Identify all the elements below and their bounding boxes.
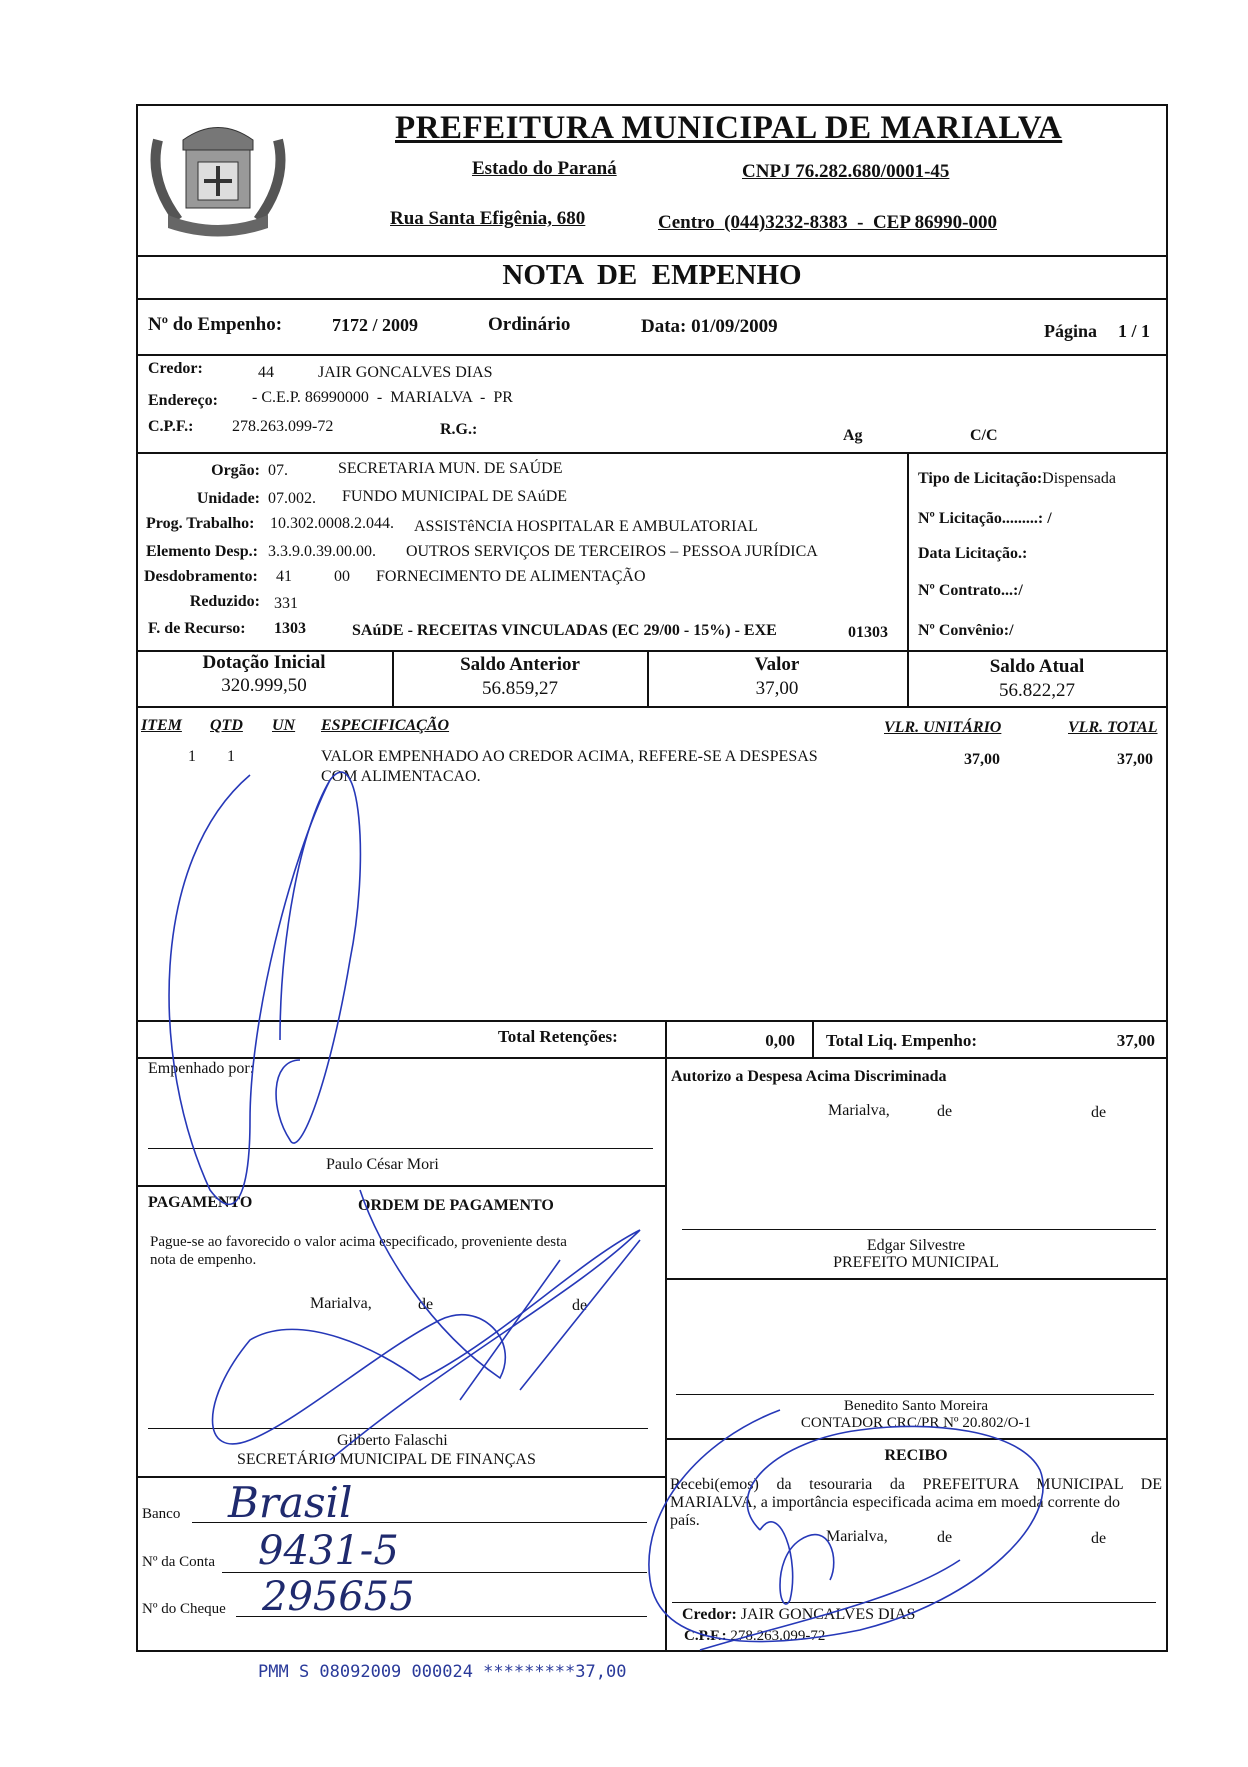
pagamento-text-line1: Pague-se ao favorecido o valor acima especificado, proveniente desta <box>150 1234 567 1250</box>
recibo-city: Marialva, <box>826 1528 888 1545</box>
banco-label: Banco <box>142 1506 181 1522</box>
recurso-num: 01303 <box>848 624 888 641</box>
credor-label: Credor: <box>148 360 203 377</box>
ag-label: Ag <box>843 427 863 444</box>
pagamento-de2: de <box>572 1297 588 1314</box>
licitacao-type-label: Tipo de Licitação: <box>918 470 1043 487</box>
cheque-label: Nº do Cheque <box>142 1601 226 1617</box>
empenho-type: Ordinário <box>488 314 571 335</box>
conta-label: Nº da Conta <box>142 1554 215 1570</box>
autorizo-label: Autorizo a Despesa Acima Discriminada <box>671 1068 947 1085</box>
recurso-code: 1303 <box>274 620 306 637</box>
elemento-label: Elemento Desp.: <box>146 543 258 560</box>
credor-address: - C.E.P. 86990000 - MARIALVA - PR <box>252 389 513 406</box>
cc-label: C/C <box>970 427 998 444</box>
street-address: Rua Santa Efigênia, 680 <box>390 208 586 229</box>
prog-label: Prog. Trabalho: <box>146 515 255 532</box>
valor-value: 37,00 <box>755 678 799 699</box>
cpf-label: C.P.F.: <box>148 418 194 435</box>
recibo-cpf-label: C.P.F.: <box>684 1628 727 1644</box>
pagamento-role: SECRETÁRIO MUNICIPAL DE FINANÇAS <box>237 1451 536 1468</box>
pagamento-city: Marialva, <box>310 1295 372 1312</box>
credor-name: JAIR GONCALVES DIAS <box>318 364 493 381</box>
item-qtd: 1 <box>227 748 235 765</box>
recibo-cpf-value: 278.263.099-72 <box>730 1628 826 1644</box>
recibo-label: RECIBO <box>884 1447 948 1464</box>
autorizo-city: Marialva, <box>828 1102 890 1119</box>
cnpj: CNPJ 76.282.680/0001-45 <box>742 161 950 182</box>
recurso-name: SAúDE - RECEITAS VINCULADAS (EC 29/00 - 15%) - EXE <box>352 622 777 639</box>
orgao-label: Orgão: <box>211 462 260 479</box>
contrato-number: Nº Contrato...:/ <box>918 582 1023 599</box>
item-number: 1 <box>188 748 196 765</box>
col-qtd-header: QTD <box>210 717 243 734</box>
saldo-anterior-label: Saldo Anterior <box>460 654 580 675</box>
col-item-header: ITEM <box>141 717 182 734</box>
empenho-date: Data: 01/09/2009 <box>641 316 778 337</box>
credor-cpf: 278.263.099-72 <box>232 418 334 435</box>
saldo-atual-value: 56.822,27 <box>999 680 1075 701</box>
item-unit-value: 37,00 <box>964 751 1000 768</box>
city-hall-title: PREFEITURA MUNICIPAL DE MARIALVA <box>395 110 1063 146</box>
liq-label: Total Liq. Empenho: <box>826 1031 977 1050</box>
dotacao-value: 320.999,50 <box>221 675 307 696</box>
liq-value: 37,00 <box>1116 1031 1155 1050</box>
prog-code: 10.302.0008.2.044. <box>270 515 394 532</box>
cheque-handwritten: 295655 <box>262 1574 415 1620</box>
desdobramento-code: 41 <box>276 568 292 585</box>
state-name: Estado do Paraná <box>472 158 617 179</box>
prog-name: ASSISTêNCIA HOSPITALAR E AMBULATORIAL <box>414 518 758 535</box>
col-unit-header: VLR. UNITÁRIO <box>884 719 1002 736</box>
pagamento-de1: de <box>418 1296 434 1313</box>
empenho-number-label: Nº do Empenho: <box>148 314 283 335</box>
recibo-text-line2: MARIALVA, a importância especificada acima em moeda corrente do <box>670 1494 1121 1511</box>
pagamento-label: PAGAMENTO <box>148 1194 253 1211</box>
orgao-name: SECRETARIA MUN. DE SAÚDE <box>338 460 563 477</box>
rg-label: R.G.: <box>440 421 478 438</box>
recibo-text-line1: Recebi(emos) da tesouraria da PREFEITURA MUNICIPAL DE <box>670 1476 1162 1493</box>
item-spec-line1: VALOR EMPENHADO AO CREDOR ACIMA, REFERE-SE A DESPESAS <box>321 748 818 765</box>
contador-crc: CONTADOR CRC/PR Nº 20.802/O-1 <box>800 1415 1032 1431</box>
unidade-label: Unidade: <box>196 490 260 507</box>
col-spec-header: ESPECIFICAÇÃO <box>321 717 450 734</box>
licitacao-type-value: Dispensada <box>1042 470 1116 487</box>
page-number: 1 / 1 <box>1118 321 1151 341</box>
pagamento-signer: Gilberto Falaschi <box>337 1432 448 1449</box>
licitacao-number: Nº Licitação.........: / <box>918 510 1052 527</box>
licitacao-date: Data Licitação.: <box>918 545 1028 562</box>
elemento-name: OUTROS SERVIÇOS DE TERCEIROS – PESSOA JURÍDICA <box>406 543 818 560</box>
reduzido-label: Reduzido: <box>189 593 260 610</box>
convenio-number: Nº Convênio:/ <box>918 622 1014 639</box>
empenho-number: 7172 / 2009 <box>332 315 419 335</box>
dotacao-label: Dotação Inicial <box>202 652 326 673</box>
unidade-name: FUNDO MUNICIPAL DE SAúDE <box>342 488 568 505</box>
saldo-atual-label: Saldo Atual <box>989 656 1085 677</box>
recibo-de1: de <box>937 1529 953 1546</box>
recibo-credor-label: Credor: <box>682 1606 737 1623</box>
orgao-code: 07. <box>268 462 288 479</box>
retencoes-label: Total Retenções: <box>498 1027 618 1046</box>
col-total-header: VLR. TOTAL <box>1068 719 1158 736</box>
address-label: Endereço: <box>148 392 218 409</box>
empenhado-signer: Paulo César Mori <box>326 1156 439 1173</box>
unidade-code: 07.002. <box>268 490 316 507</box>
address-details: Centro (044)3232-8383 - CEP 86990-000 <box>658 212 997 233</box>
item-total-value: 37,00 <box>1117 751 1153 768</box>
recurso-label: F. de Recurso: <box>148 620 246 637</box>
ordem-pagamento-label: ORDEM DE PAGAMENTO <box>358 1197 554 1214</box>
desdobramento-label: Desdobramento: <box>144 568 258 585</box>
autorizo-signer: Edgar Silvestre <box>866 1237 966 1254</box>
retencoes-value: 0,00 <box>765 1031 795 1050</box>
recibo-text-line3: país. <box>670 1512 700 1529</box>
empenhado-label: Empenhado por: <box>148 1060 255 1077</box>
autorizo-de1: de <box>937 1103 953 1120</box>
desdobramento-name: FORNECIMENTO DE ALIMENTAÇÃO <box>376 568 646 585</box>
autorizo-role: PREFEITO MUNICIPAL <box>833 1254 999 1271</box>
contador-name: Benedito Santo Moreira <box>843 1398 989 1414</box>
saldo-anterior-value: 56.859,27 <box>482 678 558 699</box>
doc-title: NOTA DE EMPENHO <box>502 259 802 291</box>
recibo-credor-name: JAIR GONCALVES DIAS <box>740 1606 916 1623</box>
credor-code: 44 <box>258 364 274 381</box>
autorizo-de2: de <box>1091 1104 1107 1121</box>
item-spec-line2: COM ALIMENTACAO. <box>321 768 481 785</box>
footer-code: PMM S 08092009 000024 *********37,00 <box>258 1662 627 1682</box>
page-label: Página <box>1044 321 1098 341</box>
recibo-de2: de <box>1091 1530 1107 1547</box>
banco-handwritten: Brasil <box>228 1478 353 1527</box>
reduzido-value: 331 <box>274 595 298 612</box>
col-un-header: UN <box>272 717 296 734</box>
conta-handwritten: 9431-5 <box>258 1528 399 1574</box>
desdobramento-sub: 00 <box>334 568 350 585</box>
valor-label: Valor <box>754 654 800 675</box>
elemento-code: 3.3.9.0.39.00.00. <box>268 543 376 560</box>
pagamento-text-line2: nota de empenho. <box>150 1252 257 1268</box>
